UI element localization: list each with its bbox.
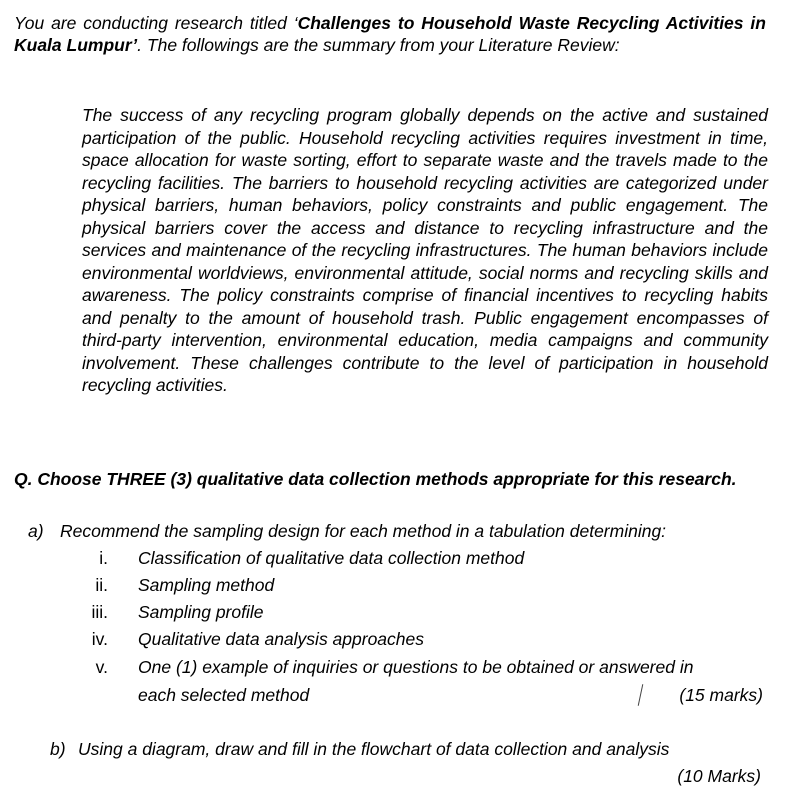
sub-item-iii [0,599,793,626]
question-heading: Q. Choose THREE (3) qualitative data collection methods appropriate for this research. [14,469,737,489]
intro-prefix: You are conducting research titled ‘ [14,13,298,33]
part-b-text: Using a diagram, draw and fill in the flowchart of data collection and analysis [78,739,670,759]
sub-item-number: iii. [91,602,108,622]
research-title: Challenges to Household Waste Recycling Activities in Kuala Lumpur’ [14,13,766,55]
sub-item-number: v. [95,657,108,677]
sub-item-text: One (1) example of inquiries or questions to be obtained or answered in [138,657,694,677]
part-b-instruction [50,736,669,762]
sub-item-iv [0,626,793,653]
intro-paragraph [14,12,766,56]
part-a-text: Recommend the sampling design for each method in a tabulation determining: [60,521,667,541]
sub-item-number: ii. [95,575,108,595]
part-a-marks: (15 marks) [679,685,763,705]
intro-suffix: . The followings are the summary from your Literature Review: [137,35,620,55]
sub-item-text: Classification of qualitative data collection method [138,548,525,568]
sub-item-v [0,654,793,681]
sub-item-v-continuation: each selected method [138,685,310,705]
sub-item-number: i. [99,548,108,568]
sub-item-number: iv. [91,629,108,649]
part-a-letter: a) [28,521,44,541]
sub-item-text: Sampling profile [138,602,264,622]
sub-item-text: Sampling method [138,575,275,595]
sub-item-text: Qualitative data analysis approaches [138,629,425,649]
sub-item-ii [0,572,793,599]
literature-review-summary: The success of any recycling program globally depends on the active and sustained participation of the public. Household recycling activities requires investment in time, space allocation for waste sorting, effort to separate waste and the travels made to the recycling facilities. The barriers to household recycling activities are categorized under physical barriers, human behaviors, policy constraints and public engagement. The physical barriers cover the access and distance to recycling infrastructure and the services and maintenance of the recycling infrastructures. The human behaviors include environmental worldviews, environmental attitude, social norms and recycling skills and awareness. The policy constraints comprise of financial incentives to recycling habits and penalty to the amount of household trash. Public engagement encompasses of third-party intervention, environmental education, media campaigns and community involvement. These challenges contribute to the level of participation in household recycling activities. [82,105,768,395]
part-b-letter: b) [50,739,66,759]
sub-item-i [0,545,793,572]
part-b-marks: (10 Marks) [677,766,761,786]
part-a-instruction [28,519,768,543]
